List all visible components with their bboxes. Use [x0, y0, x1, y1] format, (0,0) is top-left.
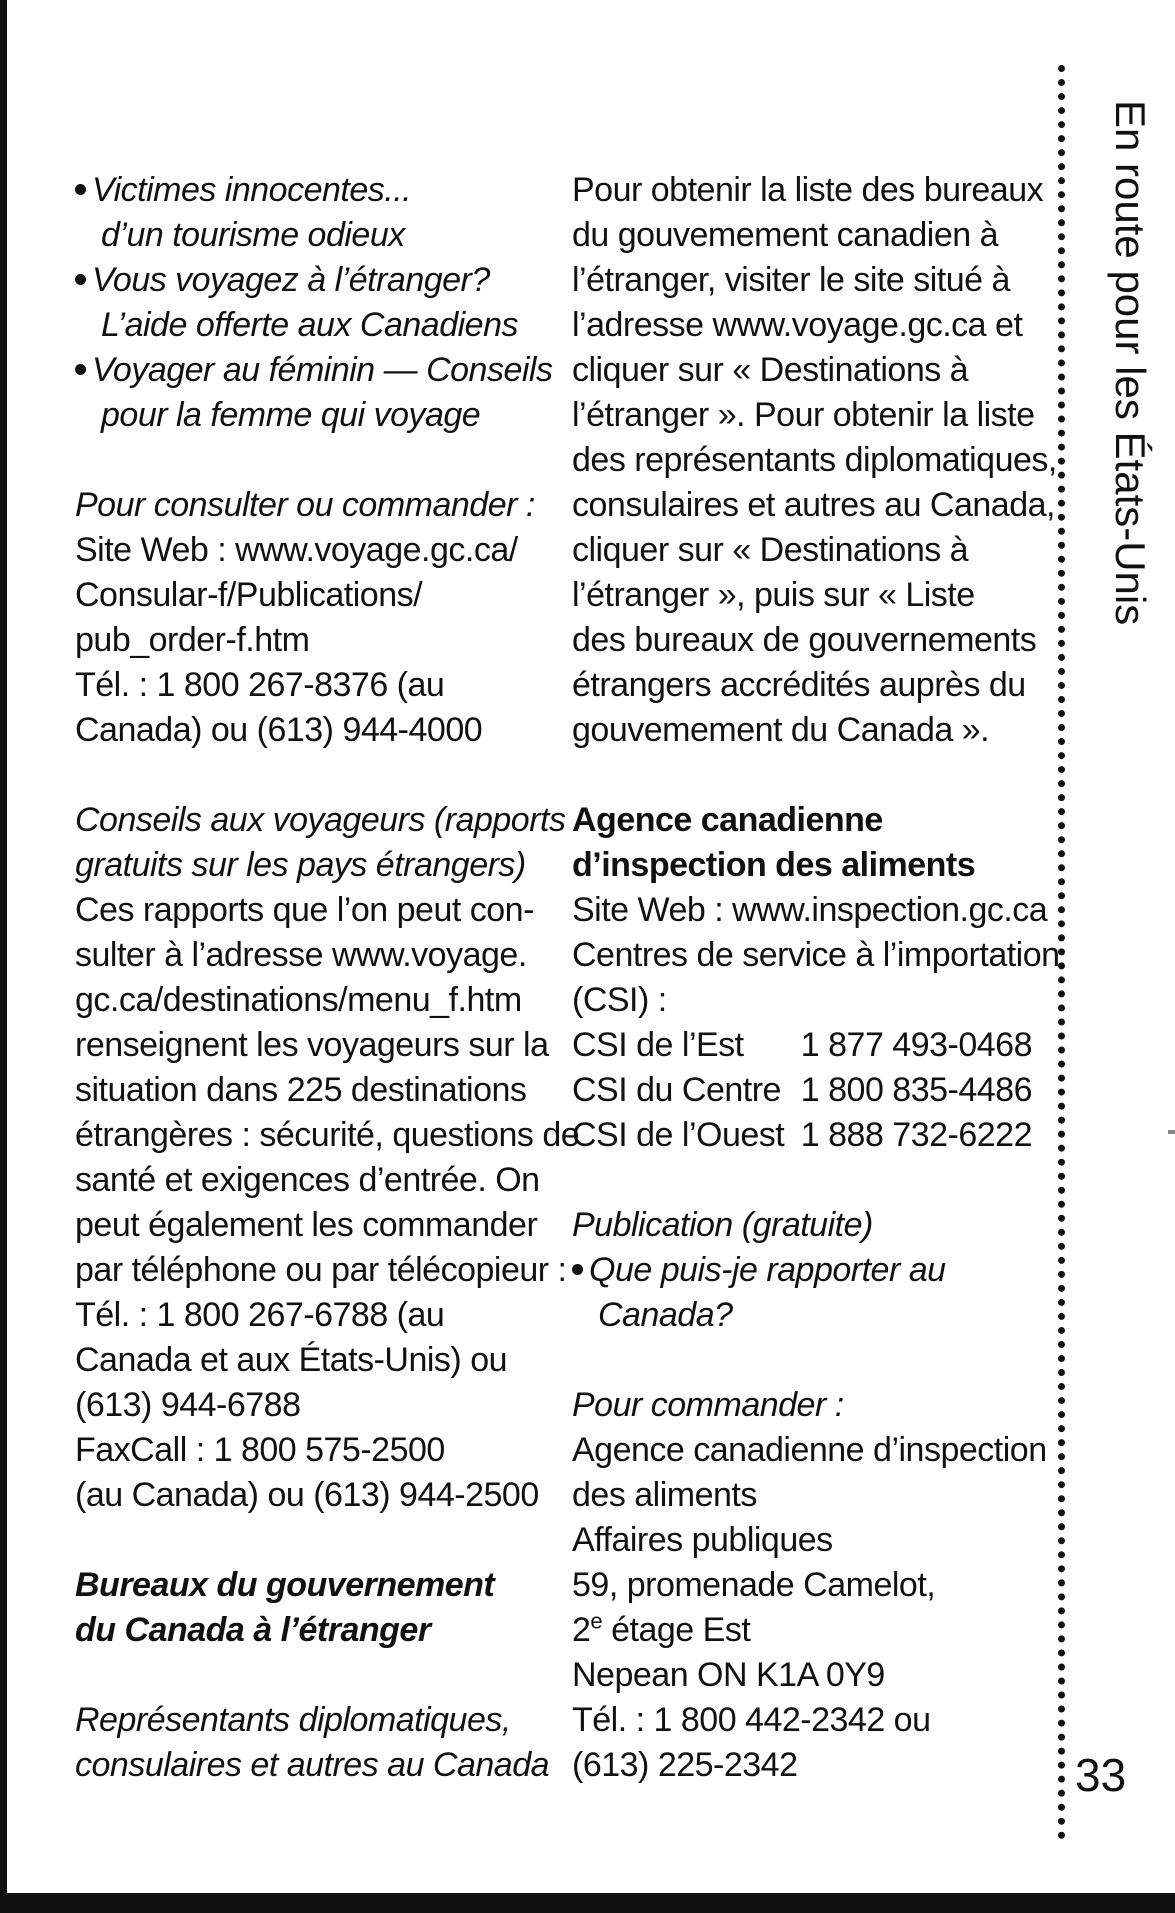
text-line: Centres de service à l’importation [572, 936, 1060, 974]
list-item: Vous voyagez à l’étranger? [75, 258, 545, 303]
list-item-continuation: Canada? [598, 1296, 733, 1334]
text-line: peut également les commander [75, 1206, 538, 1244]
left-column [75, 168, 580, 1788]
list-item: Que puis-je rapporter au [572, 1248, 1032, 1293]
order-address [572, 1428, 1047, 1788]
text-line: l’adresse www.voyage.gc.ca et [572, 306, 1023, 344]
csi-table [572, 1023, 1032, 1158]
csi-name: CSI du Centre [572, 1071, 781, 1109]
running-header: En route pour les États-Unis [1107, 100, 1154, 626]
text-line: Agence canadienne d’inspection [572, 1431, 1047, 1469]
bullet-icon [75, 184, 86, 195]
csi-phone: 1 800 835-4486 [800, 1071, 1032, 1109]
text-line: des représentants diplomatiques, [572, 441, 1057, 479]
text-line: cliquer sur « Destinations à [572, 531, 969, 569]
offices-heading: Bureaux du gouvernement du Canada à l’étranger [75, 1566, 495, 1649]
text-line: sulter à l’adresse www.voyage. [75, 936, 527, 974]
bullet-icon [572, 1264, 583, 1275]
text-line: 59, promenade Camelot, [572, 1566, 936, 1604]
text-line: Consular-f/Publications/ [75, 576, 423, 614]
text-line: l’étranger ». Pour obtenir la liste [572, 396, 1035, 434]
advice-heading: Conseils aux voyageurs (rapports gratuits sur les pays étrangers) [75, 801, 566, 884]
text-line: Pour obtenir la liste des bureaux [572, 171, 1044, 209]
text-line: santé et exigences d’entrée. On [75, 1161, 540, 1199]
text-line: (au Canada) ou (613) 944-2500 [75, 1476, 539, 1514]
list-item: Victimes innocentes... [75, 168, 545, 213]
text-line: renseignent les voyageurs sur la [75, 1026, 549, 1064]
bullet-icon [75, 274, 86, 285]
text-line: (CSI) : [572, 981, 667, 1019]
text-line: consulaires et autres au Canada, [572, 486, 1055, 524]
list-item: Voyager au féminin — Conseils [75, 348, 545, 393]
text-line: Nepean ON K1A 0Y9 [572, 1656, 885, 1694]
text-line: des aliments [572, 1476, 757, 1514]
text-line: cliquer sur « Destinations à [572, 351, 969, 389]
consult-heading: Pour consulter ou commander : [75, 486, 535, 524]
list-item-continuation: d’un tourisme odieux [101, 216, 405, 254]
text-line: (613) 944-6788 [75, 1386, 301, 1424]
advice-block [75, 888, 580, 1518]
consult-block [75, 528, 545, 753]
table-row [572, 1068, 1032, 1113]
floor-line: 2e étage Est [572, 1608, 751, 1649]
text-line: gouvemement du Canada ». [572, 711, 990, 749]
agency-block [572, 888, 1060, 1023]
table-row [572, 1023, 1032, 1068]
dotted-divider [1058, 65, 1065, 1840]
page-edge-left [0, 0, 7, 1913]
text-line: du gouvemement canadien à [572, 216, 999, 254]
text-line: Tél. : 1 800 442-2342 ou [572, 1701, 931, 1739]
list-item-continuation: L’aide offerte aux Canadiens [101, 306, 518, 344]
representatives-heading: Représentants diplomatiques, consulaires et autres au Canada [75, 1701, 550, 1784]
bullet-icon [75, 364, 86, 375]
text-line: Ces rapports que l’on peut con- [75, 891, 534, 929]
publication-list [75, 168, 553, 438]
text-line: (613) 225-2342 [572, 1746, 798, 1784]
table-row [572, 1113, 1032, 1158]
order-heading: Pour commander : [572, 1386, 844, 1424]
text-line: Canada et aux États-Unis) ou [75, 1341, 508, 1379]
text-line: pub_order-f.htm [75, 621, 310, 659]
text-line: Affaires publiques [572, 1521, 833, 1559]
publication-item [572, 1248, 1032, 1338]
text-line: situation dans 225 destinations [75, 1071, 527, 1109]
text-line: des bureaux de gouvernements [572, 621, 1037, 659]
list-item-continuation: pour la femme qui voyage [101, 396, 481, 434]
csi-phone: 1 888 732-6222 [800, 1116, 1032, 1154]
text-line: l’étranger », puis sur « Liste [572, 576, 975, 614]
text-line: étrangers accrédités auprès du [572, 666, 1026, 704]
text-line: gc.ca/destinations/menu_f.htm [75, 981, 522, 1019]
text-line: FaxCall : 1 800 575-2500 [75, 1431, 445, 1469]
csi-name: CSI de l’Ouest [572, 1116, 785, 1154]
page-number: 33 [1075, 1749, 1127, 1801]
text-line: Site Web : www.inspection.gc.ca [572, 891, 1048, 929]
margin-mark [1168, 1130, 1175, 1134]
page-edge-bottom [0, 1893, 1175, 1913]
agency-heading: Agence canadienne d’inspection des aliments [572, 801, 976, 884]
publication-heading: Publication (gratuite) [572, 1206, 873, 1244]
text-line: Tél. : 1 800 267-8376 (au [75, 666, 445, 704]
intro-block [572, 168, 1057, 753]
text-line: Site Web : www.voyage.gc.ca/ [75, 531, 518, 569]
text-line: étrangères : sécurité, questions de [75, 1116, 580, 1154]
text-line: l’étranger, visiter le site situé à [572, 261, 1010, 299]
csi-name: CSI de l’Est [572, 1026, 744, 1064]
text-line: Tél. : 1 800 267-6788 (au [75, 1296, 445, 1334]
right-column [572, 168, 1060, 1788]
csi-phone: 1 877 493-0468 [800, 1026, 1032, 1064]
text-line: Canada) ou (613) 944-4000 [75, 711, 483, 749]
text-line: par téléphone ou par télécopieur : [75, 1251, 567, 1289]
